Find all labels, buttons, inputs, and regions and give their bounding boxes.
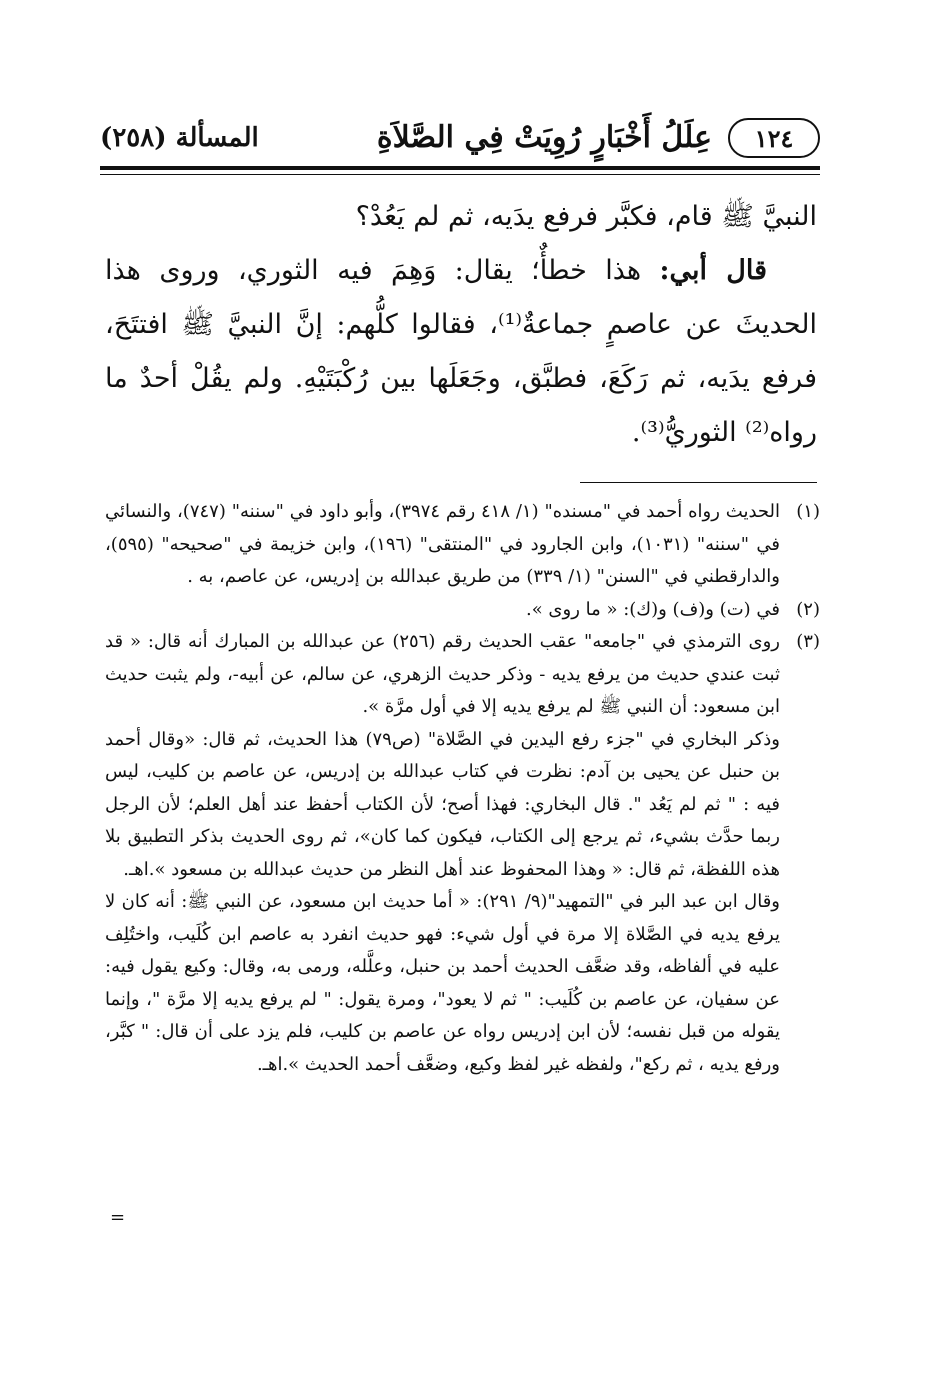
- header-rule-thick: [100, 166, 820, 170]
- footnote-text: وذكر البخاري في "جزء رفع اليدين في الصَّلاة" (ص٧٩) هذا الحديث، ثم قال: «وقال أحمد بن حنبل عن يحيى بن آدم: نظرت في كتاب عبدالله بن إدريس، عن عاصم بن كليب، ليس فيه : " ثم لم يَعُد ". قال البخاري: فهذا أصح؛ لأن الكتاب أحفظ عند أهل العلم؛ لأن الرجل ربما حدَّث بشيء، ثم يرجع إلى الكتاب، فيكون كما كان»، ثم روى الحديث بذكر التطبيق بلا هذه اللفظة، ثم قال: « وهذا المحفوظ عند أهل النظر من حديث عبدالله بن مسعود ».اهـ.: [105, 728, 780, 880]
- footnote-2: [105, 594, 820, 627]
- continuation-mark: =: [110, 1207, 126, 1228]
- main-paragraph-2-text: هذا خطأٌ؛ يقال: وَهِمَ فيه الثوري، وروى هذا الحديثَ عن عاصمٍ جماعةٌ⁽¹⁾، فقالوا كلُّهم: إنَّ النبيَّ ﷺ افتتَحَ، فرفع يدَيه، ثم رَكَعَ، فطبَّق، وجَعَلَها بين رُكْبَتَيْهِ. ولم يقُلْ أحدٌ ما رواه⁽²⁾ الثوريُّ⁽³⁾.: [105, 255, 817, 448]
- footnote-1: [105, 496, 820, 594]
- main-paragraph-2: [105, 244, 817, 460]
- footnote-text: في (ت) و(ف) و(ك): « ما روى ».: [525, 598, 780, 620]
- page-number: ١٢٤: [728, 118, 820, 158]
- header-rule-thin: [100, 174, 820, 175]
- footnote-text: وقال ابن عبد البر في "التمهيد"(٩/ ٢٩١): « أما حديث ابن مسعود، عن النبي ﷺ: أنه كان لا يرفع يديه في الصَّلاة إلا مرة في أول شيء: فهو حديث انفرد به عاصم ابن كُلَيب، واختُلِف عليه في ألفاظه، وقد ضعَّف الحديث أحمد بن حنبل، وعلَّله، ورمى به، وقال: وكيع يقول فيه: عن سفيان، عن عاصم بن كُلَيب: " ثم لا يعود"، ومرة يقول: " لم يرفع يديه إلا مرَّة "، وإنما يقوله من قبل نفسه؛ لأن ابن إدريس رواه عن عاصم بن كليب، فلم يزد على أن قال: " كبَّر، ورفع يديه ، ثم ركع"، ولفظه غير لفظ وكيع، وضعَّف أحمد الحديث ».اهـ.: [105, 891, 780, 1075]
- speaker-label: قال أبي:: [659, 255, 768, 286]
- issue-label: المسألة (٢٥٨): [100, 123, 259, 153]
- main-line-1: النبيَّ ﷺ قام، فكبَّر فرفع يدَيه، ثم لم يَعُدْ؟: [355, 201, 817, 232]
- main-text: [105, 190, 817, 460]
- book-title: عِلَلُ أَخْبَارٍ رُوِيَتْ فِي الصَّلاَةِ: [376, 120, 712, 155]
- footnote-text: روى الترمذي في "جامعه" عقب الحديث رقم (٢٥٦) عن عبدالله بن المبارك أنه قال: « قد ثبت عندي حديث من يرفع يديه - وذكر حديث الزهري، عن سالم، عن أبيه-، ولم يثبت حديث ابن مسعود: أن النبي ﷺ لم يرفع يديه إلا في أول مرَّة ».: [105, 631, 780, 717]
- footnote-separator: [580, 482, 817, 483]
- footnote-number: (٣): [796, 631, 820, 652]
- footnote-text: الحديث رواه أحمد في "مسنده" (١/ ٤١٨ رقم ٣٩٧٤)، وأبو داود في "سننه" (٧٤٧)، والنسائي في "سننه" (١٠٣١)، وابن الجارود في "المنتقى" (١٩٦)، وابن خزيمة في "صحيحه" (٥٩٥)، والدارقطني في "السنن" (١/ ٣٣٩) من طريق عبدالله بن إدريس، عن عاصم، به .: [105, 501, 781, 587]
- page-header: [100, 118, 820, 164]
- footnote-number: (١): [796, 501, 820, 522]
- footnote-number: (٢): [796, 598, 820, 620]
- footnotes: [105, 496, 820, 1081]
- footnote-3: [105, 626, 820, 1081]
